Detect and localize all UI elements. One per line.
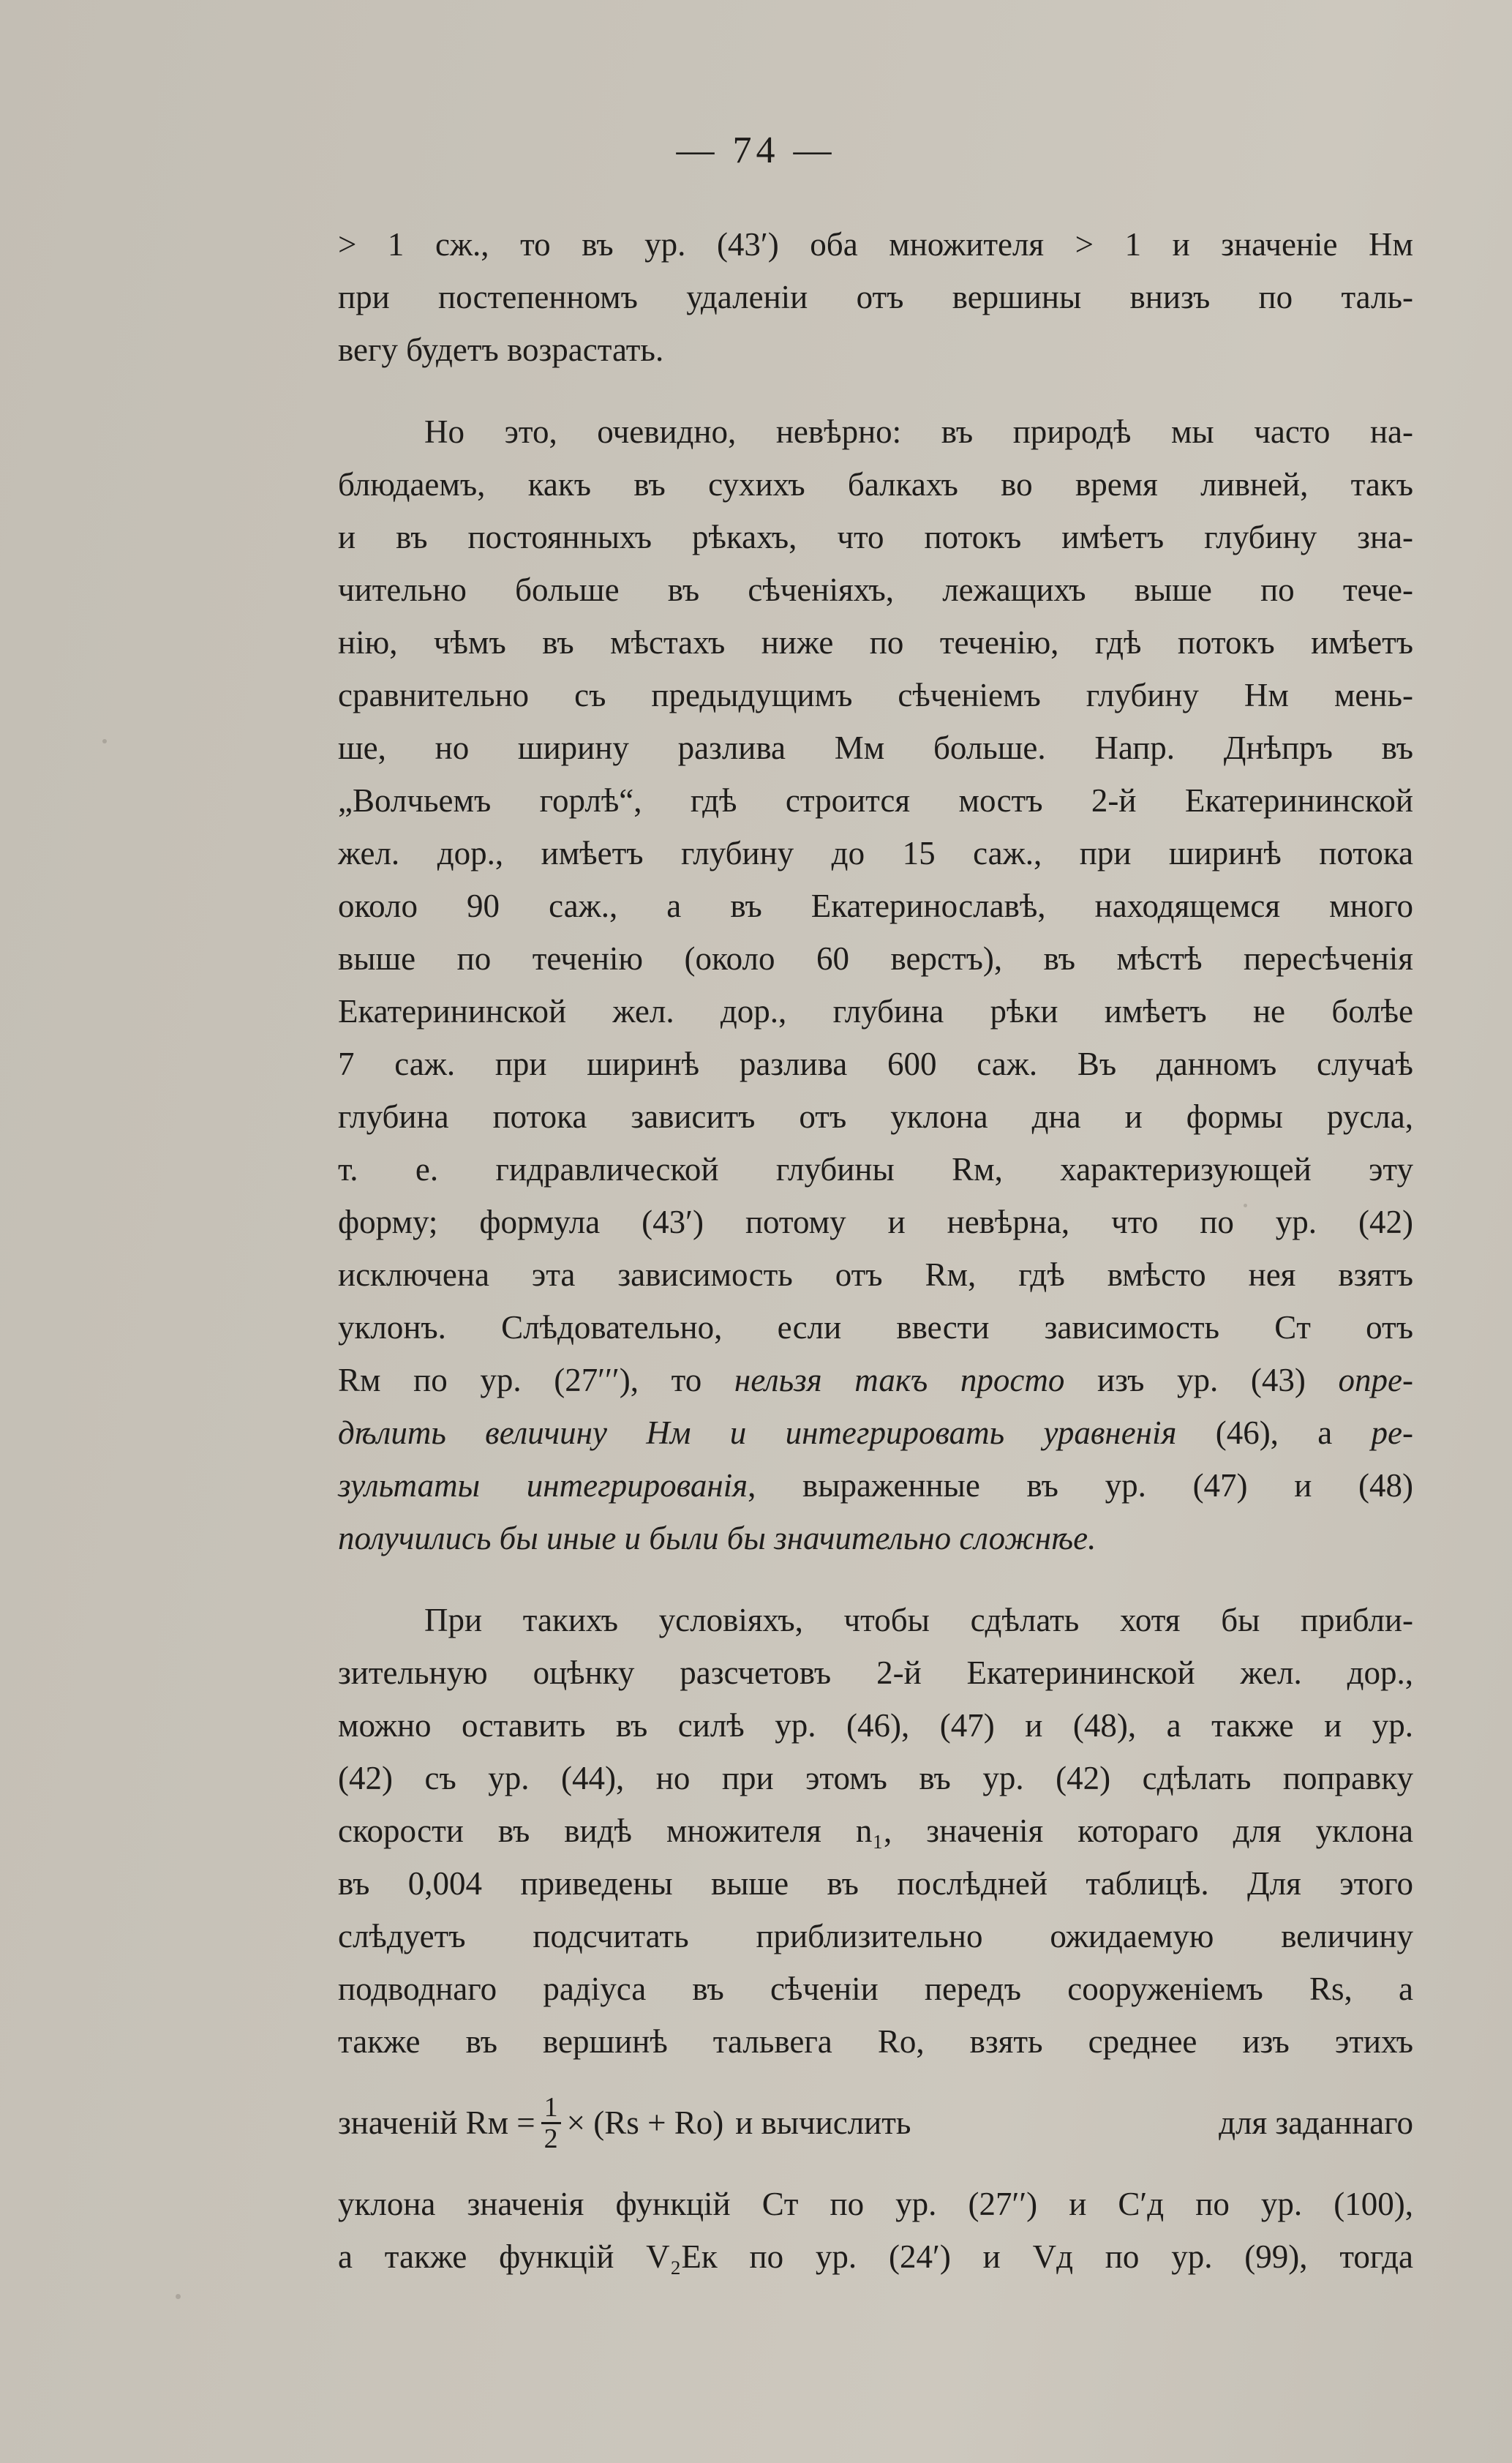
italic-span: зультаты интегрированія bbox=[338, 1467, 748, 1504]
text-line: скорости въ видѣ множителя n₁, значенія котораго для уклона bbox=[338, 1812, 1413, 1849]
text-line: чительно больше въ сѣченіяхъ, лежащихъ выше по тече- bbox=[338, 571, 1413, 608]
text-span: Rм по ур. (27′′′), то bbox=[338, 1362, 734, 1398]
paper-speck bbox=[102, 739, 107, 743]
text-line: зительную оцѣнку разсчетовъ 2-й Екатерининской жел. дор., bbox=[338, 1654, 1413, 1691]
paragraph bbox=[338, 218, 1413, 376]
paragraph bbox=[338, 405, 1413, 1564]
paper-speck bbox=[176, 2294, 181, 2299]
italic-span: дѣлить величину Hм и интегрировать уравненія bbox=[338, 1414, 1177, 1451]
formula-text: × (Rs + Ro) bbox=[566, 2104, 724, 2141]
formula-tail bbox=[735, 2096, 1413, 2149]
text-line: глубина потока зависитъ отъ уклона дна и формы русла, bbox=[338, 1098, 1413, 1135]
text-line bbox=[338, 1406, 1413, 1459]
formula-text: значеній Rм = bbox=[338, 2104, 535, 2141]
italic-span: опре- bbox=[1338, 1362, 1413, 1398]
text-span: изъ ур. (43) bbox=[1064, 1362, 1339, 1398]
text-line: подводнаго радіуса въ сѣченіи передъ сооруженіемъ Rs, а bbox=[338, 1971, 1413, 2007]
text-line: форму; формула (43′) потому и невѣрна, что по ур. (42) bbox=[338, 1204, 1413, 1240]
text-line: исключена эта зависимость отъ Rм, гдѣ вмѣсто нея взятъ bbox=[338, 1256, 1413, 1293]
text-line: а также функцій V₂Eк по ур. (24′) и Vд по ур. (99), тогда bbox=[338, 2238, 1413, 2275]
italic-span: ре- bbox=[1371, 1414, 1413, 1451]
text-line: жел. дор., имѣетъ глубину до 15 саж., при ширинѣ потока bbox=[338, 835, 1413, 871]
text-line: 7 саж. при ширинѣ разлива 600 саж. Въ данномъ случаѣ bbox=[338, 1046, 1413, 1082]
text-line: также въ вершинѣ тальвега Ro, взять среднее изъ этихъ bbox=[338, 2023, 1413, 2060]
text-line: вегу будетъ возрастать. bbox=[338, 331, 664, 368]
paragraph bbox=[338, 1594, 1413, 2068]
page-body-text bbox=[338, 218, 1413, 2283]
formula-line bbox=[338, 2068, 1413, 2178]
text-line: слѣдуетъ подсчитать приблизительно ожидаемую величину bbox=[338, 1918, 1413, 1954]
text-line: уклонъ. Слѣдовательно, если ввести зависимость Cт отъ bbox=[338, 1309, 1413, 1346]
text-line: при постепенномъ удаленіи отъ вершины внизъ по таль- bbox=[338, 279, 1413, 315]
page-number: — 74 — bbox=[676, 130, 836, 171]
text-line: нію, чѣмъ въ мѣстахъ ниже по теченію, гдѣ потокъ имѣетъ bbox=[338, 624, 1413, 661]
text-line: блюдаемъ, какъ въ сухихъ балкахъ во время ливней, такъ bbox=[338, 466, 1413, 503]
text-span: , выраженные въ ур. (47) и (48) bbox=[748, 1467, 1414, 1504]
text-line: сравнительно съ предыдущимъ сѣченіемъ глубину Hм мень- bbox=[338, 677, 1413, 713]
text-line: > 1 сж., то въ ур. (43′) оба множителя > 1 и значеніе Hм bbox=[338, 226, 1413, 263]
text-line: При такихъ условіяхъ, чтобы сдѣлать хотя бы прибли- bbox=[424, 1602, 1413, 1638]
text-line: „Волчьемъ горлѣ“, гдѣ строится мостъ 2-й Екатерининской bbox=[338, 782, 1413, 819]
text-span: (46), а bbox=[1176, 1414, 1372, 1451]
fraction-denominator: 2 bbox=[544, 2123, 558, 2154]
italic-span: нельзя такъ просто bbox=[734, 1362, 1065, 1398]
text-line bbox=[338, 1459, 1413, 1512]
italic-span: получились бы иные и были бы значительно сложнѣе. bbox=[338, 1520, 1097, 1556]
text-line: Екатерининской жел. дор., глубина рѣки имѣетъ не болѣе bbox=[338, 993, 1413, 1030]
fraction-one-half bbox=[541, 2093, 561, 2153]
text-line: можно оставить въ силѣ ур. (46), (47) и (48), а также и ур. bbox=[338, 1707, 1413, 1744]
text-line: Но это, очевидно, невѣрно: въ природѣ мы часто на- bbox=[424, 413, 1413, 450]
text-line: выше по теченію (около 60 верстъ), въ мѣстѣ пересѣченія bbox=[338, 940, 1413, 977]
text-line: т. е. гидравлической глубины Rм, характеризующей эту bbox=[338, 1151, 1413, 1188]
text-line: въ 0,004 приведены выше въ послѣдней таблицѣ. Для этого bbox=[338, 1865, 1413, 1902]
text-line: и въ постоянныхъ рѣкахъ, что потокъ имѣетъ глубину зна- bbox=[338, 519, 1413, 555]
text-line: около 90 саж., а въ Екатеринославѣ, находящемся много bbox=[338, 888, 1413, 924]
text-line bbox=[338, 1512, 1413, 1564]
text-line: уклона значенія функцій Cт по ур. (27′′) и C′д по ур. (100), bbox=[338, 2186, 1413, 2222]
text-line: (42) съ ур. (44), но при этомъ въ ур. (42) сдѣлать поправку bbox=[338, 1760, 1413, 1796]
paragraph bbox=[338, 2068, 1413, 2283]
text-line: ше, но ширину разлива Mм больше. Напр. Днѣпръ въ bbox=[338, 730, 1413, 766]
text-line bbox=[338, 1354, 1413, 1406]
fraction-numerator: 1 bbox=[541, 2093, 561, 2124]
formula-text: для заданнаго bbox=[1219, 2104, 1413, 2141]
formula-text: и вычислить bbox=[735, 2104, 911, 2141]
